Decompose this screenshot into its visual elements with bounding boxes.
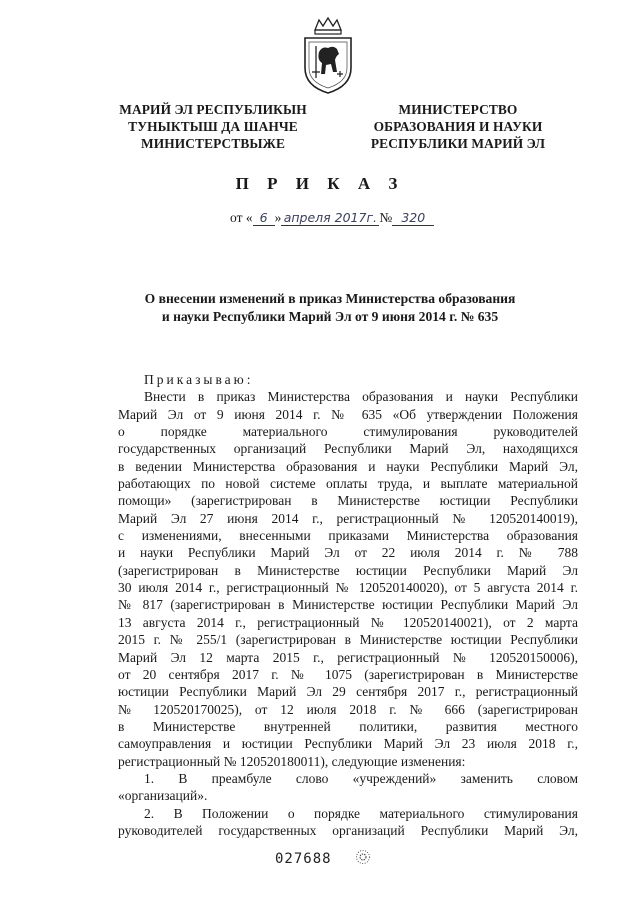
header-left-line: ТУНЫКТЫШ ДА ШАНЧЕ <box>128 119 298 134</box>
body-line: 30 июля 2014 г., регистрационный № 120520140020), от 5 августа 2014 г. <box>118 580 578 596</box>
order-date-number <box>230 210 434 232</box>
item-2-line: 2. В Положении о порядке материального стимулирования <box>144 805 578 821</box>
body-line: государственных организаций Республики Марий Эл, находящихся <box>118 441 578 457</box>
body-line: работающих по новой системе оплаты труда, и выплате материальной <box>118 476 578 492</box>
body-line: Марий Эл 27 июня 2014 г., регистрационный № 120520140019), <box>118 510 578 526</box>
order-lead <box>118 371 578 388</box>
subject-line: О внесении изменений в приказ Министерства образования <box>144 291 516 306</box>
body-line: Марий Эл 12 марта 2015 г., регистрационный № 120520150006), <box>118 649 578 665</box>
header-right <box>343 101 573 152</box>
body-line: (зарегистрирован в Министерстве юстиции Республики Марий Эл <box>118 562 578 578</box>
item-1-line: 1. В преамбуле слово «учреждений» заменить словом <box>144 770 578 786</box>
body-line: Внести в приказ Министерства образования и науки Республики <box>144 389 578 405</box>
order-title: П Р И К А З <box>235 174 405 193</box>
body-line: от 20 сентября 2017 г. № 1075 (зарегистрирован в Министерстве <box>118 666 578 682</box>
item-2-line: руководителей государственных организаций Республики Марий Эл, <box>118 822 578 838</box>
body-line: с изменениями, внесенными приказами Министерства образования <box>118 528 578 544</box>
body-line: Марий Эл от 9 июня 2014 г. № 635 «Об утверждении Положения <box>118 406 578 422</box>
order-day: 6 <box>253 210 275 226</box>
header-right-line: ОБРАЗОВАНИЯ И НАУКИ <box>373 119 543 134</box>
order-lead-text: Приказываю: <box>144 372 254 387</box>
body-line: и науки Республики Марий Эл от 22 июля 2014 г. № 788 <box>118 545 578 561</box>
from-label: от « <box>230 210 253 225</box>
serial-number: 027688 <box>275 851 332 867</box>
order-month-year: апреля 2017г. <box>281 210 379 226</box>
quote-close: » <box>274 210 282 225</box>
order-number: 320 <box>392 210 434 226</box>
body-line: самоуправления и юстиции Республики Марий Эл 23 июля 2018 г., <box>118 736 578 752</box>
header-left <box>98 101 328 152</box>
item-1-line: «организаций». <box>118 788 208 804</box>
coat-of-arms-icon <box>297 16 359 96</box>
body-line: регистрационный № 120520180011), следующие изменения: <box>118 753 466 769</box>
body-line: юстиции Республики Марий Эл 29 сентября 2017 г., регистрационный <box>118 684 578 700</box>
header-left-line: МИНИСТЕРСТВЫЖЕ <box>140 136 285 151</box>
header-left-line: МАРИЙ ЭЛ РЕСПУБЛИКЫН <box>119 102 307 117</box>
body-line: № 817 (зарегистрирован в Министерстве юстиции Республики Марий Эл <box>118 597 578 613</box>
order-subject <box>100 290 560 326</box>
body-line: о порядке материального стимулирования руководителей <box>118 424 578 440</box>
order-body <box>118 371 578 839</box>
subject-line: и науки Республики Марий Эл от 9 июня 2014 г. № 635 <box>161 309 499 324</box>
body-line: 13 августа 2014 г., регистрационный № 120520140021), от 2 марта <box>118 614 578 630</box>
rosette-icon <box>355 849 371 865</box>
body-line: в ведении Министерства образования и науки Республики Марий Эл, <box>118 458 578 474</box>
body-line: № 120520170025), от 12 июля 2018 г. № 666 (зарегистрирован <box>118 701 578 717</box>
header-right-line: РЕСПУБЛИКИ МАРИЙ ЭЛ <box>370 136 546 151</box>
body-line: 2015 г. № 255/1 (зарегистрирован в Министерстве юстиции Республики <box>118 632 578 648</box>
body-line: в Министерстве внутренней политики, развития местного <box>118 718 578 734</box>
number-label: № <box>379 210 393 225</box>
header-right-line: МИНИСТЕРСТВО <box>398 102 518 117</box>
body-line: помощи» (зарегистрирован в Министерстве юстиции Республики <box>118 493 578 509</box>
